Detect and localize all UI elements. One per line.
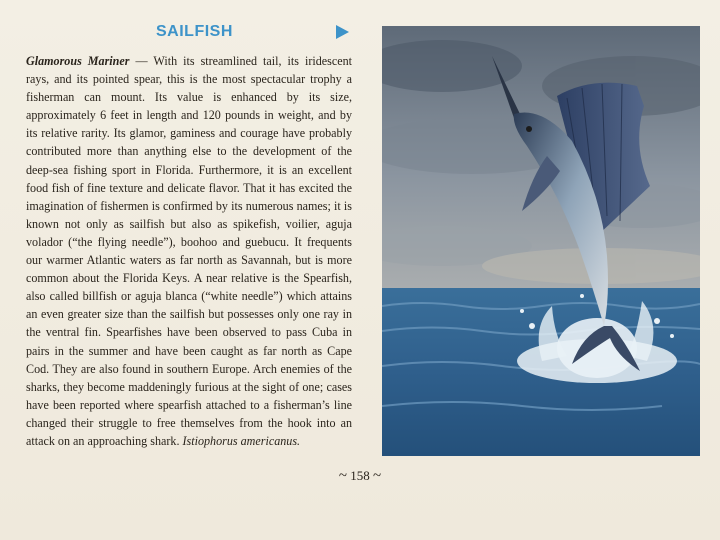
latin-name: Istiophorus americanus.	[182, 433, 301, 448]
page-number-value: 158	[350, 468, 370, 483]
sailfish-illustration	[382, 26, 700, 456]
right-triangle-icon	[336, 25, 349, 39]
page-number	[0, 468, 720, 485]
article-lead: Glamorous Mariner	[26, 54, 130, 68]
page-title: SAILFISH	[156, 23, 233, 40]
left-ornament: ~	[338, 468, 347, 484]
article-text	[26, 52, 352, 450]
right-ornament: ~	[373, 468, 382, 484]
article-body: — With its streamlined tail, its iridescent rays, and its pointed spear, this is the most spectacular trophy a fisherman can mount. Its value is enhanced by its size, approximately 6 feet in length and 120 pounds in weight, and by its relative rarity. Its glamor, gaminess and courage have probably contributed more than anything else to the development of the deep-sea fishing sport in Florida. Furthermore, it is an excellent food fish of fine texture and delicate flavor. That it has excited the imagination of fishermen is confirmed by its numerous names; it is known not only as sailfish but also as spikefish, voilier, aguja volador (“the flying needle”), boohoo and guebucu. It frequents our warmer Atlantic waters as far north as Savannah, but is more common about the Florida Keys. A near relative is the Spearfish, also called billfish or aguja blanca (“white needle”) which attains an even greater size than the sailfish but possesses only one ray in the ventral fin. Spearfishes have been observed to pass Cuba in pairs in the summer and have been caught as far north as Cape Cod. They are also found in southern Europe. Arch enemies of the sharks, they become maddeningly furious at the sight of one; cases have been reported where spearfish attached to a fisherman’s line changed their struggle to free themselves from the hook into an attack on an approaching shark.	[26, 54, 352, 448]
